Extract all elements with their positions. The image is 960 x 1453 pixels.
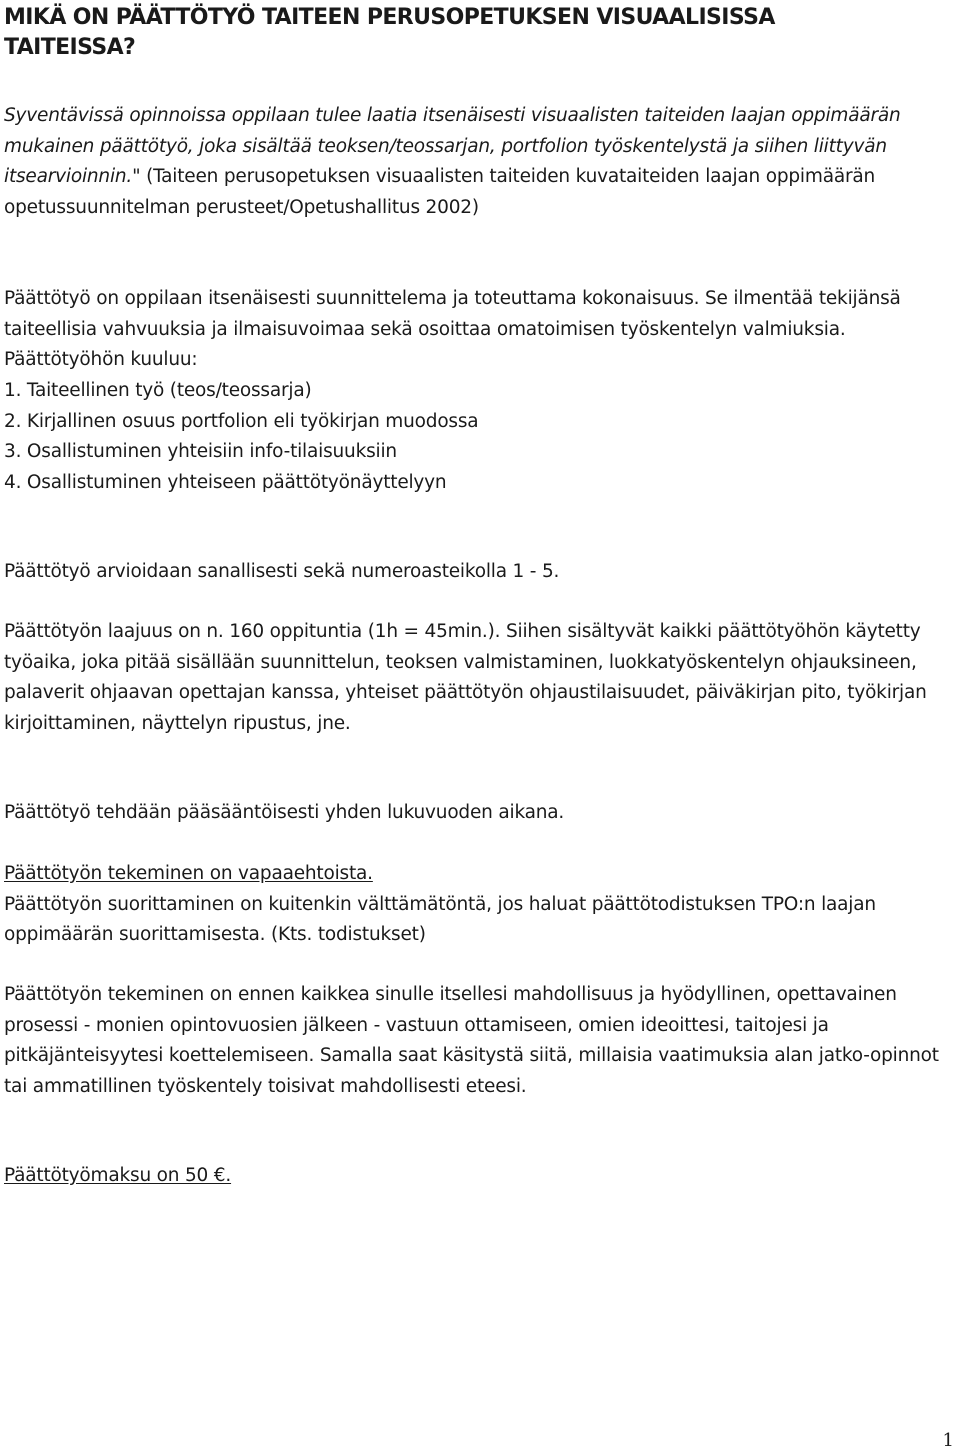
list-item: 1. Taiteellinen työ (teos/teossarja) <box>4 380 312 401</box>
list-item: 3. Osallistuminen yhteisiin info-tilaisuuksiin <box>4 441 397 462</box>
fee-paragraph: Päättötyömaksu on 50 €. <box>4 1165 232 1186</box>
scope-paragraph: Päättötyön laajuus on n. 160 oppituntia (1h = 45min.). Siihen sisältyvät kaikki päättötyöhön käytetty työaika, joka pitää sisällään suunnittelun, teoksen valmistaminen, luokkatyöskentelyn ohjauksineen, palaverit ohjaavan opettajan kanssa, yhteiset päättötyön ohjaustilaisuudet, päiväkirjan pito, työkirjan kirjoittaminen, näyttelyn ripustus, jne. <box>4 621 927 734</box>
voluntary-heading: Päättötyön tekeminen on vapaaehtoista. <box>4 863 373 884</box>
voluntary-section <box>4 859 956 951</box>
curriculum-quote-paragraph <box>4 101 956 223</box>
curriculum-source: (Taiteen perusopetuksen visuaalisten taiteiden kuvataiteiden laajan oppimäärän opetussuunnitelman perusteet/Opetushallitus 2002) <box>4 166 876 218</box>
list-item: 2. Kirjallinen osuus portfolion eli työkirjan muodossa <box>4 410 479 432</box>
components-list <box>4 376 956 498</box>
opportunity-paragraph: Päättötyön tekeminen on ennen kaikkea sinulle itsellesi mahdollisuus ja hyödyllinen, opettavainen prosessi - monien opintovuosien jälkeen - vastuun ottamiseen, omien ideoittesi, taitojesi ja pitkäjänteisyytesi koettelemiseen. Samalla saat käsitystä siitä, millaisia vaatimuksia alan jatko-opinnot tai ammatillinen työskentely toisivat mahdollisesti eteesi. <box>4 984 939 1097</box>
list-item: 4. Osallistuminen yhteiseen päättötyönäyttelyyn <box>4 471 447 493</box>
assessment-paragraph: Päättötyö arvioidaan sanallisesti sekä numeroasteikolla 1 - 5. <box>4 561 560 582</box>
page-title: MIKÄ ON PÄÄTTÖTYÖ TAITEEN PERUSOPETUKSEN VISUAALISISSA TAITEISSA? <box>4 5 775 60</box>
definition-paragraph: Päättötyö on oppilaan itsenäisesti suunnittelema ja toteuttama kokonaisuus. Se ilmentää tekijänsä taiteellisia vahvuuksia ja ilmaisuvoimaa sekä osoittaa omatoimisen työskentelyn valmiuksia. Päättötyöhön kuuluu: <box>4 288 901 370</box>
timing-paragraph: Päättötyö tehdään pääsääntöisesti yhden lukuvuoden aikana. <box>4 802 565 823</box>
voluntary-text: Päättötyön suorittaminen on kuitenkin välttämätöntä, jos haluat päättötodistuksen TPO:n laajan oppimäärän suorittamisesta. (Kts. todistukset) <box>4 893 876 945</box>
curriculum-quote: Syventävissä opinnoissa oppilaan tulee laatia itsenäisesti visuaalisten taiteiden laajan oppimäärän mukainen päättötyö, joka sisältää teoksen/teossarjan, portfolion työskentelystä ja siihen liittyvän itsearvioinnin." <box>4 105 901 187</box>
page-number: 1 <box>942 1430 954 1451</box>
